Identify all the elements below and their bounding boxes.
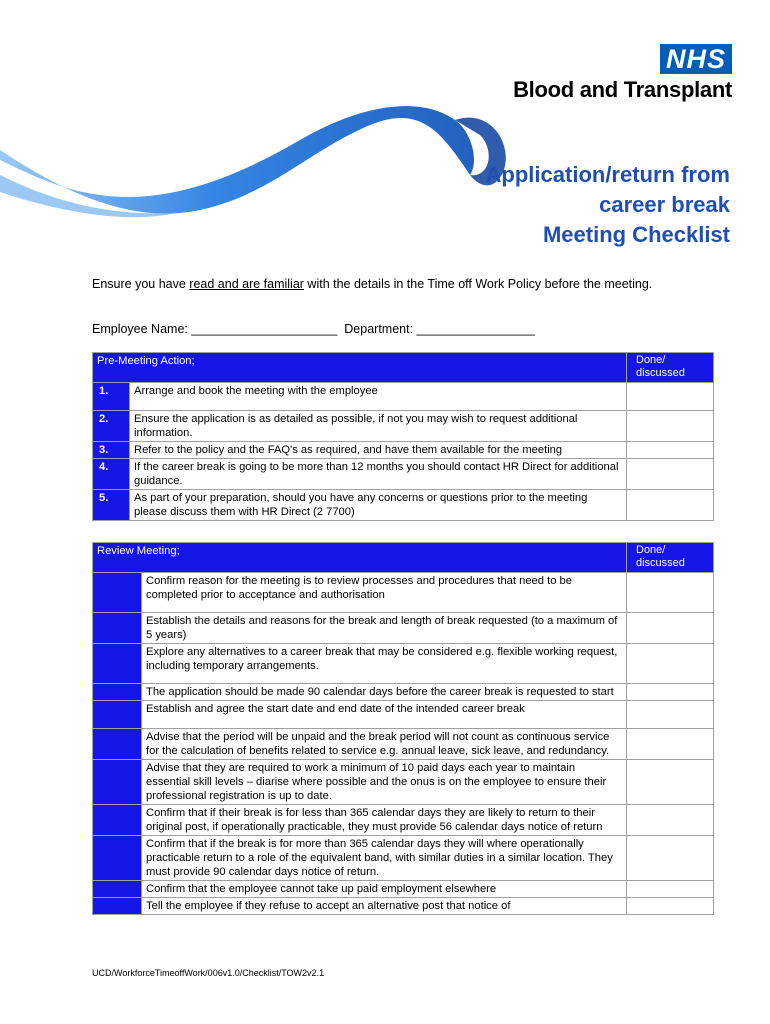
table-row — [93, 760, 714, 805]
row-text: The application should be made 90 calendar days before the career break is requested to start — [142, 684, 627, 701]
row-number: 3. — [93, 442, 130, 459]
row-text: Ensure the application is as detailed as possible, if not you may wish to request additional information. — [130, 411, 627, 442]
table-row — [93, 805, 714, 836]
row-marker — [93, 644, 142, 684]
row-marker — [93, 881, 142, 898]
done-checkbox-cell[interactable] — [627, 836, 714, 881]
done-checkbox-cell[interactable] — [627, 459, 714, 490]
review-header: Review Meeting; — [93, 543, 627, 573]
row-text: Refer to the policy and the FAQ's as required, and have them available for the meeting — [130, 442, 627, 459]
done-checkbox-cell[interactable] — [627, 644, 714, 684]
table-row — [93, 701, 714, 729]
done-checkbox-cell[interactable] — [627, 729, 714, 760]
row-number: 4. — [93, 459, 130, 490]
row-text: Establish and agree the start date and end date of the intended career break — [142, 701, 627, 729]
intro-underlined-text: read and are familiar — [189, 277, 304, 291]
row-text: Establish the details and reasons for the break and length of break requested (to a maximum of 5 years) — [142, 613, 627, 644]
row-marker — [93, 613, 142, 644]
pre-meeting-header-row — [93, 353, 714, 383]
table-row — [93, 442, 714, 459]
row-text: Tell the employee if they refuse to accept an alternative post that notice of — [142, 898, 627, 915]
pre-meeting-table — [92, 352, 714, 521]
row-marker — [93, 573, 142, 613]
done-checkbox-cell[interactable] — [627, 613, 714, 644]
row-text: As part of your preparation, should you have any concerns or questions prior to the meeting please discuss them with HR Direct (2 7700) — [130, 490, 627, 521]
table-row — [93, 573, 714, 613]
row-marker — [93, 836, 142, 881]
row-marker — [93, 805, 142, 836]
organisation-name: Blood and Transplant — [513, 77, 732, 102]
done-checkbox-cell[interactable] — [627, 760, 714, 805]
document-reference-footer: UCD/WorkforceTimeoffWork/006v1.0/Checklist/TOW2v2.1 — [92, 968, 325, 978]
table-row — [93, 836, 714, 881]
row-number: 2. — [93, 411, 130, 442]
row-marker — [93, 760, 142, 805]
done-checkbox-cell[interactable] — [627, 573, 714, 613]
employee-department-line: Employee Name: _____________________ Department: _________________ — [92, 322, 535, 336]
done-checkbox-cell[interactable] — [627, 805, 714, 836]
review-meeting-table — [92, 542, 714, 915]
nhs-logo-box: NHS — [660, 44, 732, 74]
table-row — [93, 613, 714, 644]
table-row — [93, 459, 714, 490]
nhs-logo — [513, 44, 732, 103]
row-text: Explore any alternatives to a career break that may be considered e.g. flexible working request, including temporary arrangements. — [142, 644, 627, 684]
done-checkbox-cell[interactable] — [627, 490, 714, 521]
title-line-2: career break — [599, 192, 730, 217]
table-row — [93, 383, 714, 411]
row-text: Confirm that if the break is for more than 365 calendar days they will where operationally practicable return to a role of the equivalent band, with similar duties in a similar location. They must provide 90 calendar days notice of return. — [142, 836, 627, 881]
row-marker — [93, 898, 142, 915]
row-marker — [93, 684, 142, 701]
row-text: Advise that the period will be unpaid and the break period will not count as continuous service for the calculation of benefits related to service e.g. annual leave, sick leave, and redundancy. — [142, 729, 627, 760]
table-row — [93, 644, 714, 684]
row-text: Confirm reason for the meeting is to review processes and procedures that need to be completed prior to acceptance and authorisation — [142, 573, 627, 613]
row-number: 5. — [93, 490, 130, 521]
row-marker — [93, 701, 142, 729]
done-checkbox-cell[interactable] — [627, 701, 714, 729]
row-text: Advise that they are required to work a minimum of 10 paid days each year to maintain essential skill levels – diarise where possible and the onus is on the employee to ensure their professional registration is up to date. — [142, 760, 627, 805]
done-checkbox-cell[interactable] — [627, 411, 714, 442]
table-row — [93, 490, 714, 521]
title-line-1: Application/return from — [485, 162, 730, 187]
intro-text-start: Ensure you have — [92, 277, 190, 291]
pre-meeting-done-header: Done/ discussed — [627, 353, 714, 383]
review-done-header: Done/ discussed — [627, 543, 714, 573]
page-title — [486, 160, 730, 250]
intro-text-end: with the details in the Time off Work Policy before the meeting. — [303, 277, 653, 291]
review-header-row — [93, 543, 714, 573]
table-row — [93, 729, 714, 760]
row-marker — [93, 729, 142, 760]
row-text: Arrange and book the meeting with the employee — [130, 383, 627, 411]
row-text: Confirm that if their break is for less than 365 calendar days they are likely to return to their original post, if operationally practicable, they must provide 56 calendar days notice of return — [142, 805, 627, 836]
done-checkbox-cell[interactable] — [627, 383, 714, 411]
intro-paragraph — [92, 276, 692, 292]
row-text: Confirm that the employee cannot take up paid employment elsewhere — [142, 881, 627, 898]
pre-meeting-header: Pre-Meeting Action; — [93, 353, 627, 383]
table-row — [93, 898, 714, 915]
table-row — [93, 411, 714, 442]
done-checkbox-cell[interactable] — [627, 442, 714, 459]
title-line-3: Meeting Checklist — [542, 222, 730, 247]
table-row — [93, 684, 714, 701]
row-number: 1. — [93, 383, 130, 411]
done-checkbox-cell[interactable] — [627, 881, 714, 898]
table-row — [93, 881, 714, 898]
row-text: If the career break is going to be more than 12 months you should contact HR Direct for additional guidance. — [130, 459, 627, 490]
done-checkbox-cell[interactable] — [627, 684, 714, 701]
done-checkbox-cell[interactable] — [627, 898, 714, 915]
